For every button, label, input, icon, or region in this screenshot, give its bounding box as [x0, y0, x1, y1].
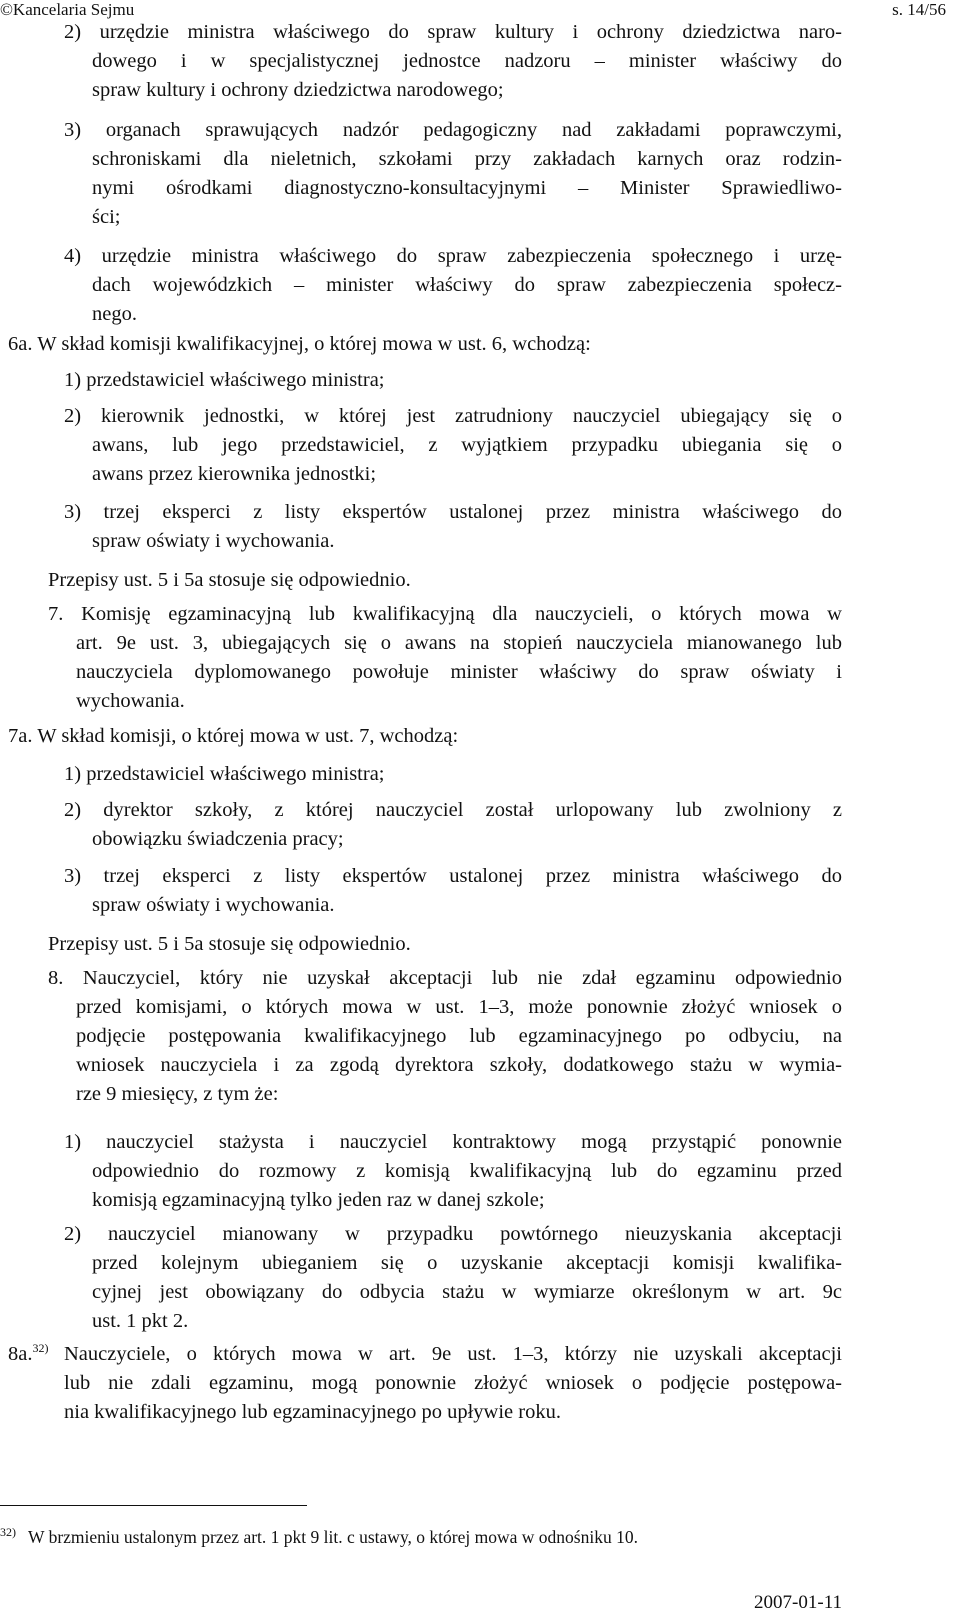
- text-line: dowego i w specjalistycznej jednostce nadzoru – minister właściwy do: [92, 50, 842, 72]
- paragraph: [64, 498, 842, 556]
- text-line: 3) organach sprawujących nadzór pedagogiczny nad zakładami poprawczymi,: [64, 119, 842, 141]
- text-line: komisją egzaminacyjną tylko jeden raz w danej szkole;: [92, 1189, 545, 1211]
- text-line: wniosek nauczyciela i za zgodą dyrektora szkoły, dodatkowego stażu w wymia-: [76, 1054, 842, 1076]
- text-line: 2) urzędzie ministra właściwego do spraw kultury i ochrony dziedzictwa naro-: [64, 21, 842, 43]
- text-line: 2) dyrektor szkoły, z której nauczyciel został urlopowany lub zwolniony z: [64, 799, 842, 821]
- text-line: Przepisy ust. 5 i 5a stosuje się odpowiednio.: [48, 569, 411, 591]
- footnote: [0, 1520, 900, 1549]
- text-line: 1) przedstawiciel właściwego ministra;: [64, 369, 385, 391]
- footnote-number: 32): [0, 1525, 16, 1539]
- paragraph: [48, 964, 842, 1109]
- text-line: Przepisy ust. 5 i 5a stosuje się odpowiednio.: [48, 933, 411, 955]
- text-line: nego.: [92, 303, 137, 325]
- text-line: nauczyciela dyplomowanego powołuje minister właściwy do spraw oświaty i: [76, 661, 842, 683]
- text-line: 7a. W skład komisji, o której mowa w ust. 7, wchodzą:: [8, 725, 459, 747]
- text-line: awans przez kierownika jednostki;: [92, 463, 377, 485]
- text-line: rze 9 miesięcy, z tym że:: [76, 1083, 279, 1105]
- text-line: nymi ośrodkami diagnostyczno-konsultacyjnymi – Minister Sprawiedliwo-: [92, 177, 842, 199]
- text-line: 4) urzędzie ministra właściwego do spraw zabezpieczenia społecznego i urzę-: [64, 245, 842, 267]
- page-header-left: ©Kancelaria Sejmu: [0, 0, 135, 19]
- paragraph: [8, 1340, 842, 1427]
- text-line: 2) kierownik jednostki, w której jest zatrudniony nauczyciel ubiegający się o: [64, 405, 842, 427]
- text-line: wychowania.: [76, 690, 185, 712]
- text-line: schroniskami dla nieletnich, szkołami przy zakładach karnych oraz rodzin-: [92, 148, 842, 170]
- text-line: lub nie zdali egzaminu, mogą ponownie złożyć wniosek o podjęcie postępowa-: [64, 1372, 842, 1394]
- paragraph: [64, 796, 842, 854]
- text-line: spraw oświaty i wychowania.: [92, 530, 335, 552]
- text-line: 8. Nauczyciel, który nie uzyskał akceptacji lub nie zdał egzaminu odpowiednio: [48, 967, 842, 989]
- paragraph: [64, 760, 842, 789]
- footnote-reference: 32): [32, 1341, 49, 1356]
- paragraph: [64, 242, 842, 329]
- paragraph: [64, 402, 842, 489]
- paragraph: [64, 1220, 842, 1336]
- text-line: art. 9e ust. 3, ubiegających się o awans na stopień nauczyciela mianowanego lub: [76, 632, 842, 654]
- paragraph: [64, 862, 842, 920]
- text-line: spraw kultury i ochrony dziedzictwa narodowego;: [92, 79, 504, 101]
- text-line: przed kolejnym ubieganiem się o uzyskanie akceptacji komisji kwalifika-: [92, 1252, 842, 1274]
- text-line: 6a. W skład komisji kwalifikacyjnej, o której mowa w ust. 6, wchodzą:: [8, 333, 591, 355]
- paragraph: [48, 600, 842, 716]
- footer-date: 2007-01-11: [754, 1592, 842, 1613]
- text-line: 1) przedstawiciel właściwego ministra;: [64, 763, 385, 785]
- paragraph: [64, 18, 842, 105]
- text-line: odpowiednio do rozmowy z komisją kwalifikacyjną lub do egzaminu przed: [92, 1160, 842, 1182]
- text-line: 3) trzej eksperci z listy ekspertów ustalonej przez ministra właściwego do: [64, 865, 842, 887]
- footnote-divider: [0, 1505, 307, 1506]
- paragraph: [8, 722, 842, 751]
- paragraph: [48, 566, 842, 595]
- text-line: Nauczyciele, o których mowa w art. 9e ust. 1–3, którzy nie uzyskali akceptacji: [64, 1343, 842, 1365]
- text-line: 7. Komisję egzaminacyjną lub kwalifikacyjną dla nauczycieli, o których mowa w: [48, 603, 842, 625]
- text-line: dach wojewódzkich – minister właściwy do spraw zabezpieczenia społecz-: [92, 274, 842, 296]
- footnote-text: W brzmieniu ustalonym przez art. 1 pkt 9 lit. c ustawy, o której mowa w odnośniku 10.: [28, 1526, 638, 1547]
- text-line: ust. 1 pkt 2.: [92, 1310, 189, 1332]
- paragraph: [48, 930, 842, 959]
- text-line: przed komisjami, o których mowa w ust. 1–3, może ponownie złożyć wniosek o: [76, 996, 842, 1018]
- page-number: s. 14/56: [892, 0, 946, 19]
- paragraph: [64, 366, 842, 395]
- text-line: obowiązku świadczenia pracy;: [92, 828, 344, 850]
- text-line: 1) nauczyciel stażysta i nauczyciel kontraktowy mogą przystąpić ponownie: [64, 1131, 842, 1153]
- paragraph: [64, 116, 842, 232]
- text-line: spraw oświaty i wychowania.: [92, 894, 335, 916]
- text-line: 2) nauczyciel mianowany w przypadku powtórnego nieuzyskania akceptacji: [64, 1223, 842, 1245]
- text-line: ści;: [92, 206, 121, 228]
- paragraph: [64, 1128, 842, 1215]
- text-line: 3) trzej eksperci z listy ekspertów ustalonej przez ministra właściwego do: [64, 501, 842, 523]
- text-line: nia kwalifikacyjnego lub egzaminacyjnego po upływie roku.: [64, 1401, 561, 1423]
- text-line: awans, lub jego przedstawiciel, z wyjątkiem przypadku ubiegania się o: [92, 434, 842, 456]
- text-line: podjęcie postępowania kwalifikacyjnego lub egzaminacyjnego po odbyciu, na: [76, 1025, 842, 1047]
- text-line: cyjnej jest obowiązany do odbycia stażu w wymiarze określonym w art. 9c: [92, 1281, 842, 1303]
- paragraph: [8, 330, 842, 359]
- paragraph-number: 8a.$^{32)}$: [8, 1341, 49, 1365]
